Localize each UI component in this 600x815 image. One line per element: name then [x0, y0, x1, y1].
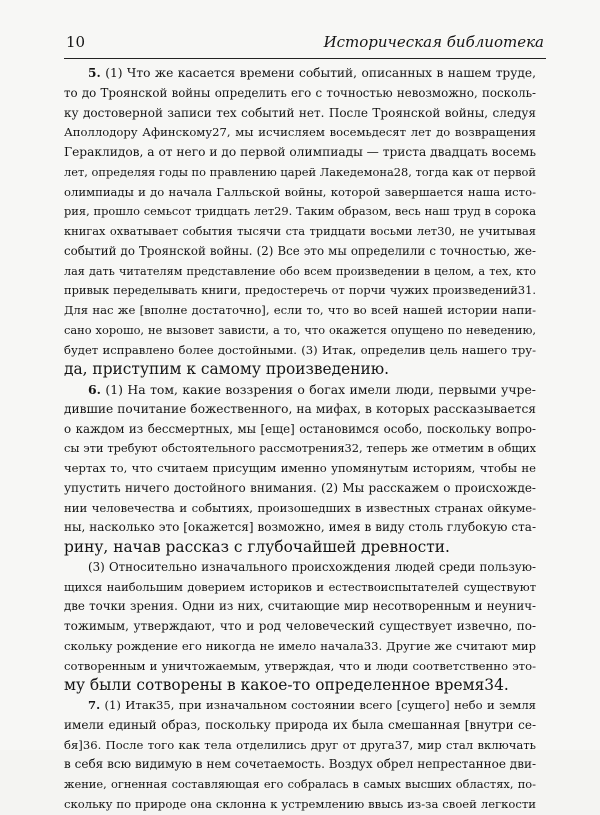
text-line: упустить ничего достойного внимания. (2) Мы расскажем о происхожде-: [64, 480, 536, 495]
text-line: Гераклидов, а от него и до первой олимпиады — триста двадцать восемь: [64, 145, 536, 159]
text-line: рину, начав рассказ с глубочайшей древности.: [64, 538, 450, 556]
text-line: щихся наибольшим доверием историков и естествоиспытателей существуют: [64, 579, 536, 594]
text-line: жение, огненная составляющая его собралась в самых высших областях, по-: [64, 777, 536, 791]
text-line: Для нас же [вполне достаточно], если то, что во всей нашей истории напи-: [64, 303, 536, 317]
text-line: олимпиады и до начала Галльской войны, которой завершается наша исто-: [64, 184, 536, 199]
text-line: Аполлодору Афинскому27, мы исчисляем восемьдесят лет до возвращения: [64, 125, 536, 140]
text-line: ны, насколько это [окажется] возможно, имея в виду столь глубокую ста-: [64, 520, 536, 535]
text-line: (3) Относительно изначального происхождения людей среди пользую-: [88, 559, 536, 574]
text-line: то до Троянской войны определить его с точностью невозможно, посколь-: [64, 85, 536, 100]
section-number: 7.: [88, 698, 101, 712]
section-number: 6.: [88, 382, 101, 397]
text-line: книгах охватывает события тысячи ста тридцати восьми лет30, не учитывая: [64, 224, 536, 238]
text-line: 6. (1) На том, какие воззрения о богах имели люди, первыми учре-: [88, 382, 536, 397]
text-line: лая дать читателям представление обо всем произведении в целом, а тех, кто: [64, 264, 536, 278]
text-line: событий до Троянской войны. (2) Все это мы определили с точностью, же-: [64, 243, 536, 258]
text-line: сано хорошо, не вызовет зависти, а то, что окажется опущено по неведению,: [64, 322, 536, 337]
text-line: 7. (1) Итак35, при изначальном состоянии всего [сущего] небо и земля: [88, 698, 536, 712]
text-line: будет исправлено более достойными. (3) Итак, определив цель нашего тру-: [64, 342, 536, 357]
text-line: нии человечества и событиях, произошедших в известных странах ойкуме-: [64, 500, 536, 515]
text-line: скольку по природе она склонна к устремлению ввысь из-за своей легкости: [64, 796, 536, 811]
text-line: рия, прошло семьсот тридцать лет29. Таким образом, весь наш труд в сорока: [64, 204, 536, 219]
text-line: скольку рождение его никогда не имело начала33. Другие же считают мир: [64, 638, 536, 653]
text-line: дившие почитание божественного, на мифах, в которых рассказывается: [64, 401, 536, 416]
text-line: ку достоверной записи тех событий нет. После Троянской войны, следуя: [64, 105, 536, 120]
text-line: две точки зрения. Одни из них, считающие мир несотворенным и неунич-: [64, 599, 536, 614]
text-line: в себя всю видимую в нем сочетаемость. Воздух обрел непрестанное дви-: [64, 757, 536, 772]
text-line: о каждом из бессмертных, мы [еще] остановимся особо, поскольку вопро-: [64, 421, 536, 436]
section-number: 5.: [88, 66, 101, 80]
text-line: сотворенным и уничтожаемым, утверждая, что и люди соответственно это-: [64, 658, 536, 673]
text-line: 5. (1) Что же касается времени событий, описанных в нашем труде,: [88, 66, 536, 80]
text-line: чертах то, что считаем присущим именно упомянутым историям, чтобы не: [64, 461, 536, 475]
body-text: [64, 64, 536, 815]
text-line: привык переделывать книги, предостеречь от порчи чужих произведений31.: [64, 283, 536, 298]
text-line: лет, определяя годы по правлению царей Лакедемона28, тогда как от первой: [64, 164, 536, 179]
text-line: му были сотворены в какое-то определенное время34.: [64, 676, 509, 695]
text-line: имели единый образ, поскольку природа их была смешанная [внутри се-: [64, 717, 536, 732]
text-line: тожимым, утверждают, что и род человеческий существует извечно, по-: [64, 619, 536, 633]
page-number: 10: [66, 33, 86, 51]
text-line: сы эти требуют обстоятельного рассмотрения32, теперь же отметим в общих: [64, 441, 536, 456]
header-rule: [64, 58, 546, 59]
running-header: Историческая библиотека: [323, 33, 544, 51]
text-line: бя]36. После того как тела отделились друг от друга37, мир стал включать: [64, 737, 536, 752]
text-line: да, приступим к самому произведению.: [64, 360, 390, 379]
